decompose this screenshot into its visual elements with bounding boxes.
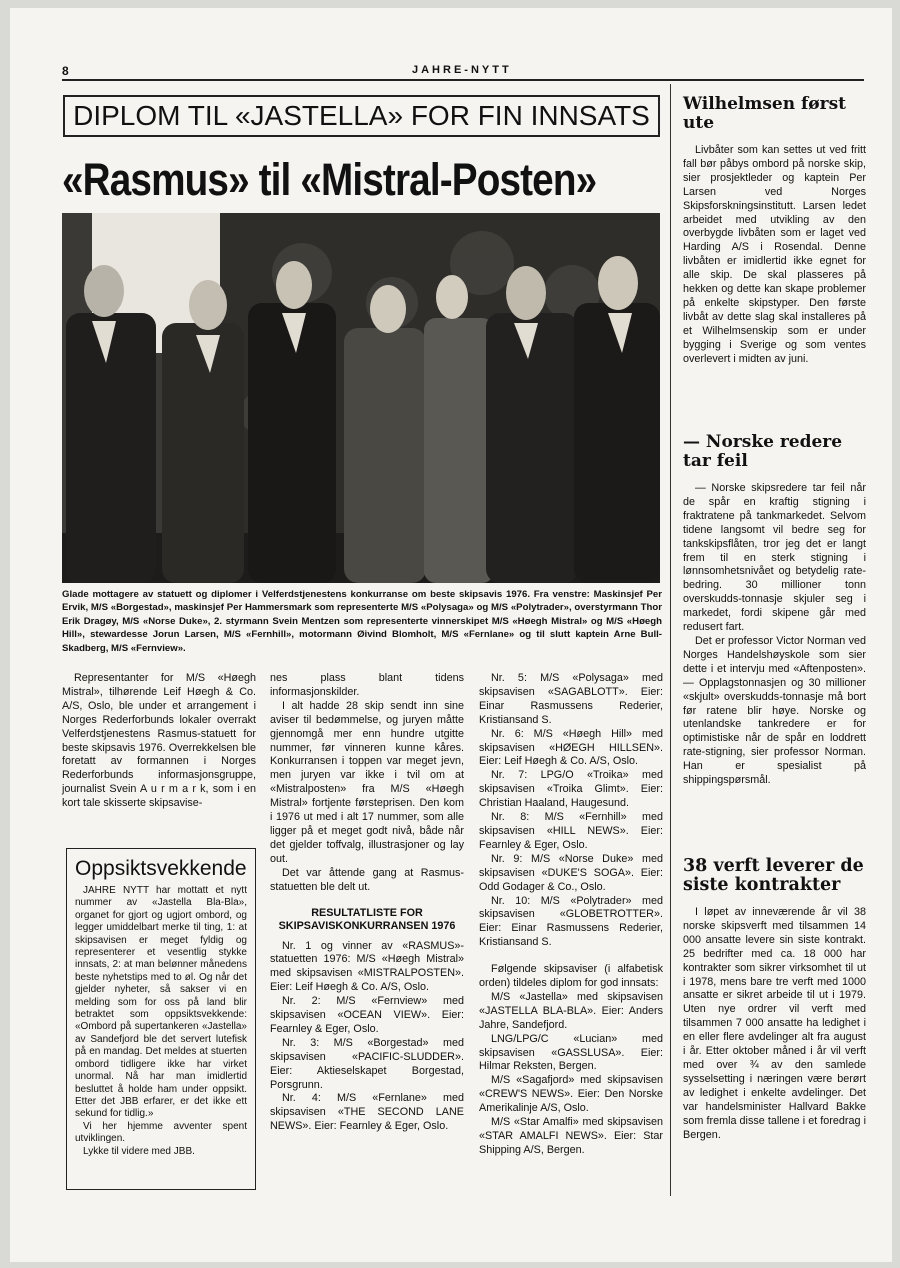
sidebar-article-title: — Norske redere tar feil (683, 432, 843, 471)
article-paragraph: Det var åttende gang at Rasmus-statuetten ble delt ut. (270, 866, 464, 893)
article-column-3 (479, 672, 663, 1158)
result-item: Nr. 4: M/S «Fernlane» med skipsavisen «THE SECOND LANE NEWS». Eier: Fearnley & Eger, Oslo. (270, 1092, 464, 1133)
sidebar-article-paragraph: — Norske skipsredere tar feil når de spår en kraftig stigning i fraktratene på tankmarkedet. Selvom tidene langsomt vil bedre seg for tankskipsflåten, tror jeg det er langt frem til en sterk stigning i lønnsomhetsnivået og betydelig rate-bedring. 30 millioner tonn overskudds-tonnasje skjuler seg i markedet, fordi skipene går med redusert fart. (683, 482, 866, 634)
publication-name: JAHRE-NYTT (412, 64, 512, 76)
box-title: Oppsiktsvekkende (75, 857, 247, 880)
diploma-item: LNG/LPG/C «Lucian» med skipsavisen «GASSLUSA». Eier: Hilmar Reksten, Bergen. (479, 1032, 663, 1073)
article-paragraph: Representanter for M/S «Høegh Mistral», tilhørende Leif Høegh & Co. A/S, Oslo, ble under et arrangement i Norges Rederforbunds lokaler overrakt Velferdstjenestens Rasmus-statuett for beste skipsavis 1976. Overrekkelsen ble foretatt av formannen i Norges Rederforbunds informasjonsgruppe, journalist Svein A u r m a r k, som i en kort tale skisserte skipsavise- (62, 672, 256, 810)
result-item: Nr. 7: LPG/O «Troika» med skipsavisen «Troika Glimt». Eier: Christian Haaland, Haugesund. (479, 769, 663, 810)
result-item: Nr. 8: M/S «Fernhill» med skipsavisen «HILL NEWS». Eier: Fearnley & Eger, Oslo. (479, 811, 663, 851)
result-item: Nr. 5: M/S «Polysaga» med skipsavisen «SAGABLOTT». Eier: Einar Rasmussens Rederier, Kristiansand S. (479, 672, 663, 726)
results-heading: RESULTATLISTE FOR SKIPSAVISKONKURRANSEN 1976 (278, 906, 456, 932)
box-paragraph: Vi her hjemme avventer spent utviklingen. (75, 1120, 247, 1145)
sidebar-box-oppsiktsvekkende (66, 848, 256, 1190)
sidebar-article-paragraph: Livbåter som kan settes ut ved fritt fall bør påbys ombord på norske skip, sier prosjektleder og kaptein Per Larsen ved Norges Skipsforskningsinstitutt. Larsen ledet arbeidet med utvikling av den overbygde livbåten som er laget ved Harding A/S i Rosendal. Denne livbåten er imidlertid ikke egnet for alle skip. De skal plasseres på hekken og dette kan skape problemer på enkelte skipstyper. Den første livbåt av dette slag skal installeres på et Wilhelmsenskip som er under bygging i Sverige og som ventes overlevert i midten av juni. (683, 144, 866, 365)
sidebar-article-norske-redere (683, 433, 866, 788)
result-item: Nr. 9: M/S «Norse Duke» med skipsavisen «DUKE'S SOGA». Eier: Odd Godager & Co., Oslo. (479, 852, 663, 893)
result-item: Nr. 6: M/S «Høegh Hill» med skipsavisen «HØEGH HILLSEN». Eier: Leif Høegh & Co. A/S, Oslo. (479, 727, 663, 768)
box-paragraph: JAHRE NYTT har mottatt et nytt nummer av «Jastella Bla-Bla», organet for gjort og ugjort ombord, og legger umiddelbart merke til ting, 1: at skipsavisen er meget fyldig og representerer et vesentlig stykke innsats, 2: at man belønner månedens beste nyhetstips med to øl. Og når det gjelder nyheter, så sakser vi en melding som for oss på land blir betraktet som oppsiktsvekkende: «Ombord på supertankeren «Jastella» av Sandefjord ble det servert lutefisk på en mandag. Det meldes at stuerten ombord tidligere ikke har virket unormal. Nå har man imidlertid besluttet å holde ham under oppsikt. Etter det JBB erfarer, er det ikke ett sekund for tidlig.» (75, 885, 247, 1120)
diplomas-intro: Følgende skipsaviser (i alfabetisk orden) tildeles diplom for god innsats: (479, 963, 663, 990)
photo-caption: Glade mottagere av statuett og diplomer i Velferdstjenestens konkurranse om beste skipsavis 1976. Fra venstre: Maskinsjef Per Ervik, M/S «Borgestad», maskinsjef Per Hammersmark som representerte M/S «Polysaga» og M/S «Polytrader», overstyrmann Thor Erik Dragøy, M/S «Norse Duke», 2. styrmann Svein Mentzen som representerte vinnerskipet M/S «Høegh Mistral» og M/S «Høegh Hill», stewardesse Jorun Larsen, M/S «Fernhill», motormann Øivind Blomholt, M/S «Fernlane» og til slutt kaptein Arne Bull-Skadberg, M/S «Fernview». (62, 589, 662, 654)
sidebar-article-title: 38 verft leverer de siste kontrakter (683, 856, 864, 895)
sidebar-article-38-verft (683, 857, 866, 1142)
page-number: 8 (62, 64, 70, 78)
result-item: Nr. 1 og vinner av «RASMUS»-statuetten 1976: M/S «Høegh Mistral» med skipsavisen «MISTRALPOSTEN». Eier: Leif Høegh & Co. A/S, Oslo. (270, 939, 464, 994)
article-paragraph: nes plass blant tidens informasjonskilder. (270, 672, 464, 698)
result-item: Nr. 3: M/S «Borgestad» med skipsavisen «PACIFIC-SLUDDER». Eier: Aktieselskapet Borgestad, Porsgrunn. (270, 1036, 464, 1091)
article-column-2 (270, 672, 464, 1134)
sidebar-article-wilhelmsen (683, 95, 866, 367)
result-item: Nr. 2: M/S «Fernview» med skipsavisen «OCEAN VIEW». Eier: Fearnley & Eger, Oslo. (270, 995, 464, 1035)
diploma-item: M/S «Sagafjord» med skipsavisen «CREW'S NEWS». Eier: Den Norske Amerikalinje A/S, Oslo. (479, 1074, 663, 1115)
sidebar-article-paragraph: I løpet av inneværende år vil 38 norske skipsverft med tilsammen 14 000 ansatte levere sin siste kontrakt. 25 bedrifter med ca. 18 000 har kontrakter som sikrer virksomhet til ut i 1978, mens bare tre verft med 1000 ansatte er sikret arbeide til ut i 1979. Uten nye ordrer vil verft med tilsammen 7 000 ansatte ha ledighet i en eller flere avdelinger alt fra august i år. Etter oktober måned i år vil verft med over ¾ av den samlede sysselsetting i næringen være berørt av ledighet i enkelte avdelinger. Det var handelsminister Hallvard Bakke som fremla disse tallene i et foredrag i Bergen. (683, 906, 866, 1141)
diploma-item: M/S «Jastella» med skipsavisen «JASTELLA BLA-BLA». Eier: Anders Jahre, Sandefjord. (479, 990, 663, 1031)
diploma-item: M/S «Star Amalfi» med skipsavisen «STAR AMALFI NEWS». Eier: Star Shipping A/S, Bergen. (479, 1116, 663, 1156)
kicker-box: DIPLOM TIL «JASTELLA» FOR FIN INNSATS (63, 95, 660, 137)
group-photo-image (62, 213, 660, 583)
result-item: Nr. 10: M/S «Polytrader» med skipsavisen «GLOBETROTTER». Eier: Einar Rasmussens Rederier, Kristiansand S. (479, 894, 663, 949)
header-rule (62, 79, 864, 81)
column-divider (670, 84, 671, 1196)
headline: «Rasmus» til «Mistral-Posten» (62, 154, 597, 205)
group-photo (62, 213, 660, 583)
sidebar-article-paragraph: Det er professor Victor Norman ved Norges Handelshøyskole som sier dette i et intervju med «Aftenposten». — Opplagstonnasjen og 30 millioner «skjult» overskudds-tonnasje må bort før ratene blir høye. Norske og utenlandske tankredere er for optimistiske når de spår en loddrett rate-stigning, sier professor Norman. Han er spesialist på shippingspørsmål. (683, 634, 866, 787)
sidebar-article-title: Wilhelmsen først ute (683, 94, 847, 133)
article-column-1 (62, 672, 256, 811)
box-paragraph: Lykke til videre med JBB. (83, 1145, 195, 1157)
article-paragraph: I alt hadde 28 skip sendt inn sine aviser til bedømmelse, og juryen måtte gjennomgå mer enn hundre utgitte nummer, før vinneren kunne kåres. Konkurransen i toppen var meget jevn, men juryen var ikke i tvil om at «Mistralposten» fra M/S «Høegh Mistral» fortjente førsteprisen. Den kom i 1976 ut med i alt 17 nummer, som alle ligger på et meget godt nivå, både når det gjelder toffvalg, illustrasjoner og lay out. (270, 699, 464, 865)
